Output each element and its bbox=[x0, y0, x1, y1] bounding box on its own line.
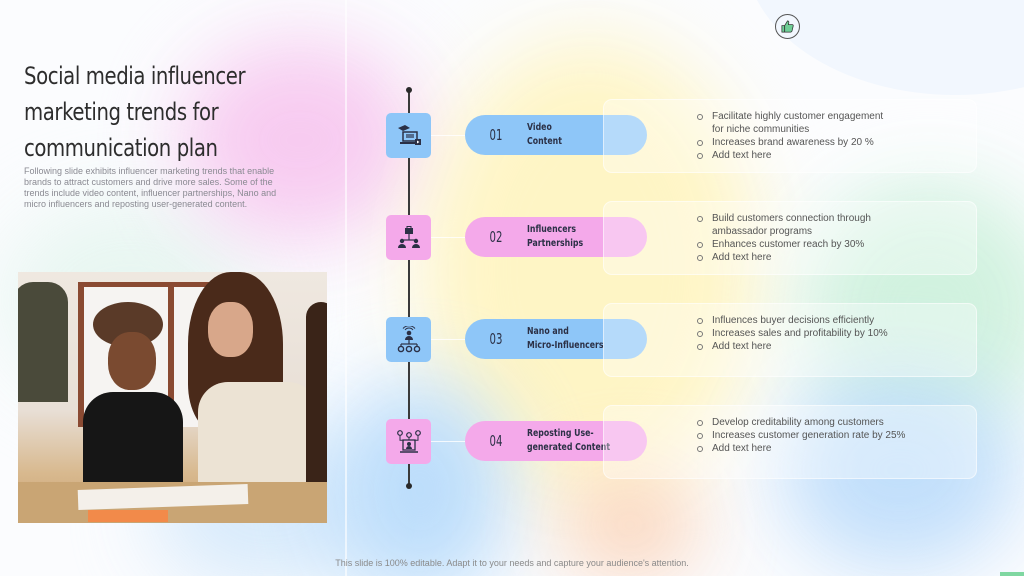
trend-3-label bbox=[527, 325, 604, 353]
trend-1-label-line2: Content bbox=[527, 136, 562, 147]
bullet-continuation: ambassador programs bbox=[712, 226, 813, 237]
trend-1-card bbox=[603, 99, 977, 173]
user-generated-content-icon bbox=[395, 428, 423, 456]
trend-1-icon-box bbox=[386, 113, 431, 158]
trend-1-number: 01 bbox=[489, 126, 503, 144]
trend-4-label-line1: Reposting Use- bbox=[527, 428, 594, 439]
video-content-icon bbox=[395, 122, 423, 150]
trend-4-number: 04 bbox=[489, 432, 503, 450]
trend-4-label bbox=[527, 427, 610, 455]
timeline-end-dot bbox=[406, 483, 412, 489]
trend-3-connector bbox=[431, 339, 465, 340]
trend-2-icon-box bbox=[386, 215, 431, 260]
slide-description: Following slide exhibits influencer marketing trends that enable brands to attract customers and drive more sales. Some of the trends include video content, influencer partnerships, Nano and micro influencers and reposting user-generated content. bbox=[24, 166, 277, 209]
trend-3-bullets bbox=[697, 314, 888, 353]
bullet: Add text here bbox=[697, 340, 888, 353]
trend-1-connector bbox=[431, 135, 465, 136]
bullet: Increases customer generation rate by 25% bbox=[697, 429, 905, 442]
trend-3-label-line1: Nano and bbox=[527, 326, 569, 337]
trend-1-bullets bbox=[697, 110, 883, 162]
bullet-continuation: for niche communities bbox=[712, 124, 810, 135]
timeline-start-dot bbox=[406, 87, 412, 93]
trend-3-number: 03 bbox=[489, 330, 503, 348]
bullet: Increases sales and profitability by 10% bbox=[697, 327, 888, 340]
trend-2-bullets bbox=[697, 212, 871, 264]
bullet: Increases brand awareness by 20 % bbox=[697, 136, 883, 149]
trend-4-connector bbox=[431, 441, 465, 442]
bullet: Add text here bbox=[697, 442, 905, 455]
trend-2-number: 02 bbox=[489, 228, 503, 246]
trend-3-label-line2: Micro-Influencers bbox=[527, 340, 604, 351]
trend-4-label-line2: generated Content bbox=[527, 442, 611, 453]
trend-3-icon-box bbox=[386, 317, 431, 362]
trend-4-bullets bbox=[697, 416, 905, 455]
thumbs-up-icon bbox=[775, 14, 800, 39]
bullet: Add text here bbox=[697, 149, 883, 162]
page-title: Social media influencer marketing trends for communication plan bbox=[24, 62, 246, 162]
corner-accent bbox=[1000, 572, 1024, 576]
bullet: Develop creditability among customers bbox=[697, 416, 905, 429]
influencer-network-icon bbox=[395, 326, 423, 354]
panel-divider bbox=[345, 0, 347, 576]
trend-2-label-line2: Partnerships bbox=[527, 238, 584, 249]
bullet: Facilitate highly customer engagement bbox=[697, 110, 883, 123]
trend-1-label-line1: Video bbox=[527, 122, 552, 133]
trend-2-card bbox=[603, 201, 977, 275]
trend-2-label-line1: Influencers bbox=[527, 224, 577, 235]
trend-1-label bbox=[527, 121, 562, 149]
bullet: Enhances customer reach by 30% bbox=[697, 238, 871, 251]
trend-2-connector bbox=[431, 237, 465, 238]
bullet: Build customers connection through bbox=[697, 212, 871, 225]
trend-3-card bbox=[603, 303, 977, 377]
trend-4-icon-box bbox=[386, 419, 431, 464]
bullet: Influences buyer decisions efficiently bbox=[697, 314, 888, 327]
partnership-network-icon bbox=[395, 224, 423, 252]
slide-footer-note: This slide is 100% editable. Adapt it to your needs and capture your audience's attention. bbox=[335, 558, 689, 568]
trend-2-label bbox=[527, 223, 583, 251]
trend-4-card bbox=[603, 405, 977, 479]
bullet: Add text here bbox=[697, 251, 871, 264]
team-photo bbox=[18, 272, 327, 523]
